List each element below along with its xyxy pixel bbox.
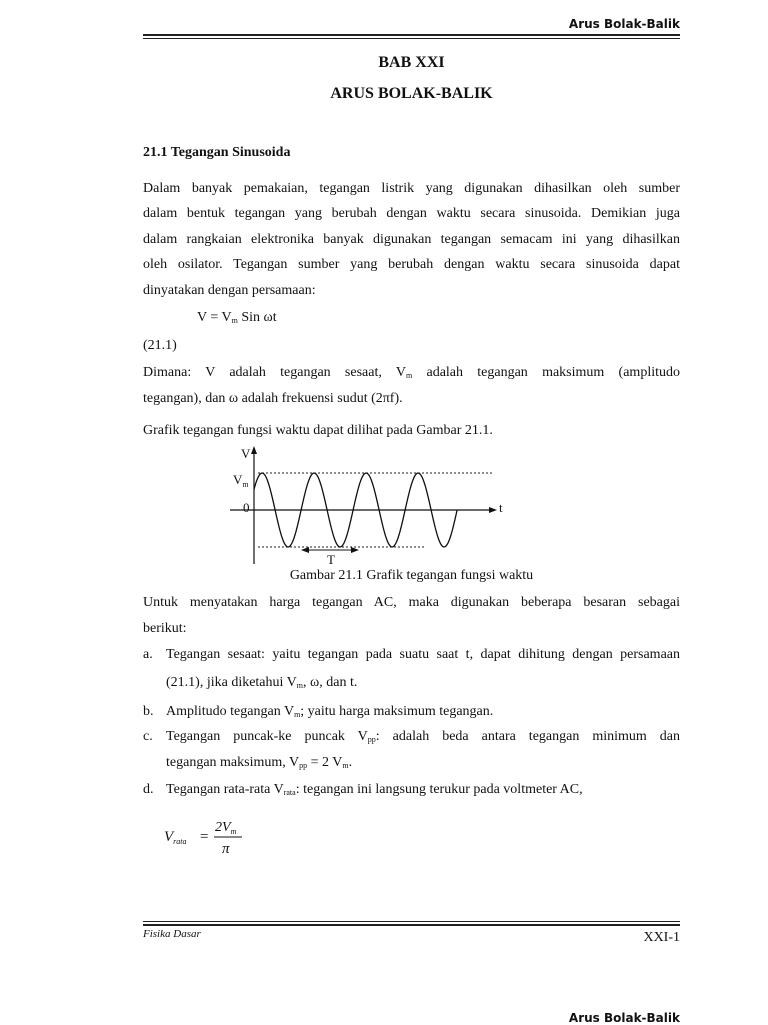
zero-label: 0	[243, 500, 250, 515]
explanation-line-1: Dimana: V adalah tegangan sesaat, $V_m$ adalah tegangan maksimum (amplitudo	[143, 365, 680, 380]
svg-text:=: =	[200, 829, 209, 845]
header-rule-top	[143, 34, 680, 36]
item-b-label: b.	[143, 704, 154, 719]
item-a-line-1: Tegangan sesaat: yaitu tegangan pada suatu saat t, dapat dihitung dengan persamaan	[166, 647, 680, 662]
sine-wave-figure	[225, 446, 510, 572]
explanation-line-3: Grafik tegangan fungsi waktu dapat dilihat pada Gambar 21.1.	[143, 423, 493, 438]
list-intro-line-2: berikut:	[143, 621, 187, 636]
average-voltage-formula	[160, 815, 250, 860]
item-a-line-2: (21.1), jika diketahui $V_m$, ω, dan t.	[166, 675, 358, 690]
intro-line-4: oleh osilator. Tegangan sumber yang berubah dengan waktu secara sinusoida dapat	[143, 257, 680, 272]
intro-line-3: dalam rangkaian elektronika banyak digunakan tegangan semacam ini yang dihasilkan	[143, 232, 680, 247]
item-d-text: Tegangan rata-rata $V_{rata}$: tegangan ini langsung terukur pada voltmeter AC,	[166, 782, 583, 797]
list-item-c	[143, 724, 680, 776]
period-label: T	[327, 552, 335, 567]
footer-page-number: XXI-1	[643, 930, 680, 945]
vm-label: $V_m$	[233, 472, 249, 489]
svg-text:Vrata: $V_{rata}$	[164, 829, 187, 846]
running-header: Arus Bolak-Balik	[568, 17, 680, 31]
t-axis-label: t	[499, 500, 503, 515]
svg-text:π: π	[222, 841, 230, 857]
item-b-text: Amplitudo tegangan $V_m$; yaitu harga maksimum tegangan.	[166, 704, 494, 719]
intro-line-5: dinyatakan dengan persamaan:	[143, 283, 316, 298]
intro-line-1: Dalam banyak pemakaian, tegangan listrik yang digunakan dihasilkan oleh sumber	[143, 181, 680, 196]
footer-rule-top	[143, 921, 680, 922]
chapter-number: BAB XXI	[378, 54, 445, 71]
period-arrow-left-head	[301, 547, 309, 553]
item-d-label: d.	[143, 782, 154, 797]
footer-book-title: Fisika Dasar	[143, 928, 201, 940]
svg-text:2Vm: $2V_m$	[215, 820, 237, 836]
equation: $V = V_m$ Sin ωt	[197, 310, 277, 325]
next-page-header: Arus Bolak-Balik	[568, 1011, 680, 1025]
list-intro-line-1: Untuk menyatakan harga tegangan AC, maka digunakan beberapa besaran sebagai	[143, 595, 680, 610]
list-item-a	[143, 642, 680, 694]
t-axis-arrow	[489, 507, 497, 513]
item-a-label: a.	[143, 647, 153, 662]
section-heading: 21.1 Tegangan Sinusoida	[143, 145, 291, 160]
item-c-line-2: tegangan maksimum, $V_{pp} = 2$ $V_m$.	[166, 755, 353, 770]
v-axis-label: V	[241, 446, 251, 461]
header-rule-bottom	[143, 38, 680, 39]
chapter-title: ARUS BOLAK-BALIK	[330, 85, 493, 102]
equation-number: (21.1)	[143, 338, 177, 353]
item-c-label: c.	[143, 729, 153, 744]
item-c-line-1: Tegangan puncak-ke puncak $V_{pp}$: adalah beda antara tegangan minimum dan	[166, 729, 680, 744]
v-axis-arrow	[251, 446, 257, 454]
list-item-b	[143, 699, 680, 725]
period-arrow-right-head	[351, 547, 359, 553]
footer-rule-bottom	[143, 924, 680, 926]
figure-caption: Gambar 21.1 Grafik tegangan fungsi waktu	[289, 568, 534, 583]
list-item-d	[143, 777, 680, 803]
explanation-line-2: tegangan), dan ω adalah frekuensi sudut (2πf).	[143, 391, 403, 406]
intro-line-2: dalam bentuk tegangan yang berubah dengan waktu secara sinusoida. Demikian juga	[143, 206, 680, 221]
